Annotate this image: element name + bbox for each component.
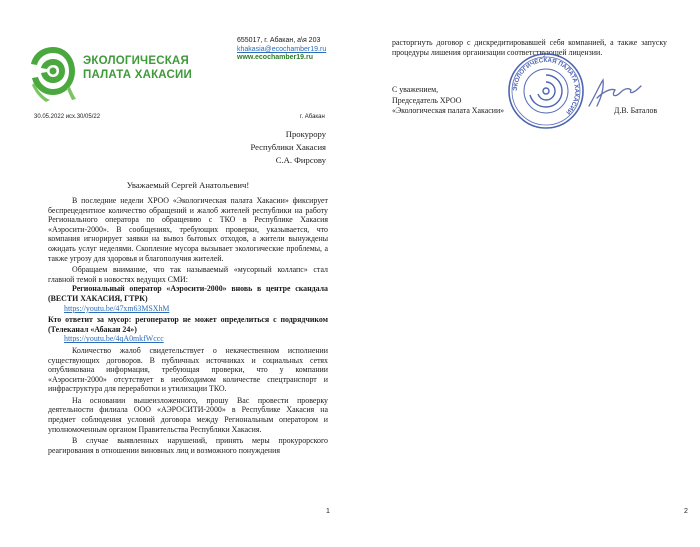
- letter-page-2: [350, 0, 700, 547]
- addressee-line-3: С.А. Фирсову: [275, 155, 326, 165]
- news-2-link[interactable]: https://youtu.be/4qA0mkfWccc: [64, 334, 164, 344]
- signer-name: Д.В. Баталов: [614, 106, 658, 115]
- city-label: г. Абакан: [300, 114, 325, 120]
- handwritten-signature-icon: [585, 76, 645, 110]
- signature-block: [392, 85, 504, 117]
- position-line-1: Председатель ХРОО: [392, 95, 462, 105]
- outgoing-number: 30.05.2022 исх.30/05/22: [34, 114, 101, 120]
- letter-page-1: [0, 0, 345, 547]
- page-number-1: 1: [326, 508, 330, 515]
- logo-line-1: ЭКОЛОГИЧЕСКАЯ: [83, 55, 189, 67]
- paragraph-1: В последние недели ХРОО «Экологическая палата Хакасии» фиксирует беспрецедентное количество обращений и жалоб жителей республики на работу Регионального оператора по обращению с ТКО в Республике Хакасия «Аэросити-2000». В сообщениях, требующих проверки, указывается, что компания игнорирует заявки на вывоз бытовых отходов, а жители вынуждены ожидать услуг неделями. Скопление мусора вызывает экологические проблемы, а также угрозу для здоровья и благополучия жителей.: [48, 196, 328, 263]
- addressee-line-2: Республики Хакасия: [250, 142, 326, 152]
- paragraph-2: Обращаем внимание, что так называемый «мусорный коллапс» стал главной темой в новостях ведущих СМИ:: [48, 265, 328, 284]
- paragraph-4: На основании вышеизложенного, прошу Вас провести проверку деятельности филиала ООО «АЭРОСИТИ-2000» в Республике Хакасия на предмет соблюдения условий договора между Региональным оператором и уполномоченным органом Правительства Республики Хакасия.: [48, 395, 328, 434]
- continuation-text: расторгнуть договор с дискредитировавшей себя компанией, а также запуску процедуры лишения организации соответствующей лицензии.: [392, 38, 667, 57]
- addressee-line-1: Прокурору: [285, 129, 326, 139]
- email-link[interactable]: khakasia@ecochamber19.ru: [237, 45, 327, 53]
- paragraph-5: В случае выявленных нарушений, принять меры прокурорского реагирования в отношении виновных лиц и возможного понуждения: [48, 436, 328, 455]
- contacts-block: [237, 37, 326, 63]
- addressee-block: [250, 128, 326, 167]
- greeting: Уважаемый Сергей Анатольевич!: [126, 180, 250, 190]
- stamp-text: ЭКОЛОГИЧЕСКАЯ ПАЛАТА ХАКАСИИ: [511, 56, 581, 116]
- news-1-title: Региональный оператор «Аэросити-2000» вновь в центре скандала (ВЕСТИ ХАКАСИЯ, ГТРК): [48, 284, 328, 303]
- eco-chamber-logo-icon: [28, 43, 78, 103]
- page-number-2: 2: [684, 508, 688, 515]
- postal-address: 655017, г. Абакан, а\я 203: [237, 37, 321, 44]
- news-1-link[interactable]: https://youtu.be/47xm63MSXhM: [64, 303, 170, 313]
- letter-body: [48, 196, 328, 455]
- official-stamp-icon: [507, 52, 585, 130]
- news-2-title: Кто ответит за мусор: регоператор не может определиться с подрядчиком (Телеканал «Абакан 24»): [48, 315, 328, 334]
- logo-line-2: ПАЛАТА ХАКАСИИ: [83, 69, 192, 81]
- position-line-2: «Экологическая палата Хакасии»: [392, 106, 505, 115]
- closing-phrase: С уважением,: [392, 85, 439, 94]
- website-link[interactable]: www.ecochamber19.ru: [237, 54, 313, 61]
- paragraph-3: Количество жалоб свидетельствует о некачественном исполнении существующих договоров. В публичных источниках и социальных сетях опубликована информация, требующая проверки, что у компании «Аэросити-2000» отсутствует в необходимом количестве спецтранспорт и инфраструктура для переработки и утилизации ТКО.: [48, 345, 328, 394]
